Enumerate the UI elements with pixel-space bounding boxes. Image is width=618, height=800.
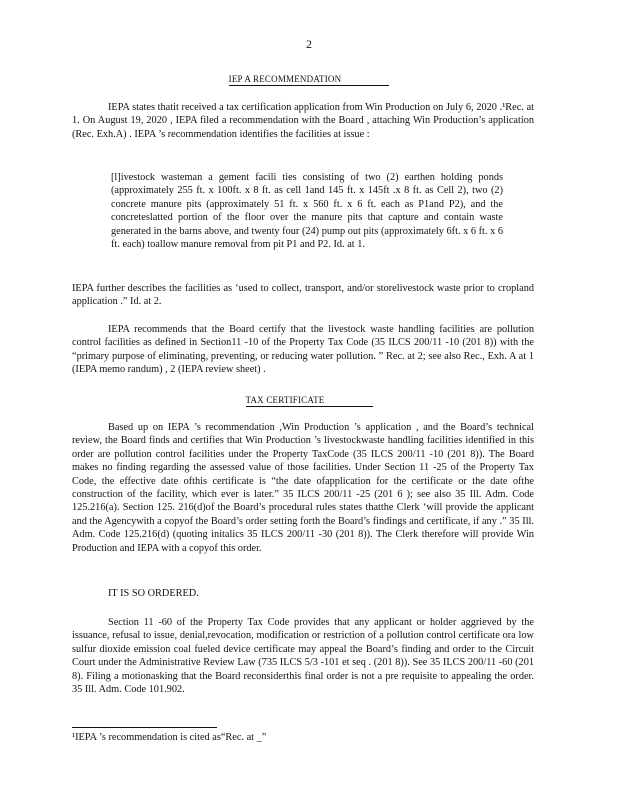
section-heading-tax-certificate: TAX CERTIFICATE (0, 395, 618, 407)
paragraph-board-finding: Based up on IEPA ’s recommendation ,Win Production ’s application , and the Board’s technical review, the Board finds and certifies that Win Production ’s livestockwaste handling facilities identified in this order are pollution control facilities under the Property TaxCode (35 ILCS 200/11 -10 (201 8)). The Board makes no finding regarding the assessed value of those facilities. Under Section 11 -25 of the Property Tax Code, the effective date ofthis certificate is “the date ofapplication for the certificate or the date ofthe construction of the facility, which ever is later.” 35 ILCS 200/11 -25 (201 6 ); see also 35 Ill. Adm. Code 125.216(a). Section 125. 216(d)of the Board’s procedural rules states thatthe Clerk ‘will provide the applicant and the Agencywith a copyof the Board’s order setting forth the Board’s findings and certificate, if any .” 35 Ill. Adm. Code 125.216(d) (quoting initalics 35 ILCS 200/11 -30 (201 8)). The Clerk therefore will provide Win Production and IEPA with a copyof this order. (72, 422, 534, 554)
ordered-statement: IT IS SO ORDERED. (108, 588, 199, 599)
block-quote-facilities: [l]ivestock wasteman a gement facili ties consisting of two (2) earthen holding ponds (approximately 255 ft. x 100ft. x 8 ft. as cell 1and 145 ft. x 145ft .x 8 ft. as Cell 2), two (2) concrete manure pits (approximately 51 ft. x 560 ft. x 6 ft. each as P1and P2), and the concreteslatted portion of the floor over the manure pits that capture and contain waste generated in the barns above, and twenty four (24) pump out pits (approximately 6ft. x 6 ft. x 6 ft. each) toallow manure removal from pit P1 and P2. Id. at 1. (111, 172, 503, 251)
paragraph-appeal-rights: Section 11 -60 of the Property Tax Code provides that any applicant or holder aggrieved by the issuance, refusal to issue, denial,revocation, modification or restriction of a pollution control certificate ora low sulfur dioxide emission coal fueled device certificate may appeal the Board’s finding and order to the Circuit Court under the Administrative Review Law (735 ILCS 5/3 -101 et seq . (201 8)). See 35 ILCS 200/11 -60 (201 8). Filing a motionasking that the Board reconsiderthis final order is not a pre requisite to appealing the order. 35 Ill. Adm. Code 101.902. (72, 617, 534, 696)
paragraph-application: IEPA states thatit received a tax certification application from Win Production on July 6, 2020 .¹Rec. at 1. On August 19, 2020 , IEPA filed a recommendation with the Board , attaching Win Production’s application (Rec. Exh.A) . IEPA ’s recommendation identifies the facilities at issue : (72, 102, 534, 140)
footnote: ¹IEPA ’s recommendation is cited as“Rec. at _” (72, 732, 267, 743)
paragraph-iepa-recommends: IEPA recommends that the Board certify that the livestock waste handling facilities are pollution control facilities as defined in Section11 -10 of the Property Tax Code (35 ILCS 200/11 -10 (201 8)) with the “primary purpose of eliminating, preventing, or reducing water pollution. ” Rec. at 2; see also Rec., Exh. A at 1 (IEPA memo randum) , 2 (IEPA review sheet) . (72, 324, 534, 376)
section-heading-recommendation: IEP A RECOMMENDATION (0, 74, 618, 86)
footnote-divider (72, 727, 217, 728)
paragraph-facility-description: IEPA further describes the facilities as ‘used to collect, transport, and/or storelivestock waste prior to cropland application .” Id. at 2. (72, 283, 534, 308)
page-number: 2 (306, 37, 312, 51)
